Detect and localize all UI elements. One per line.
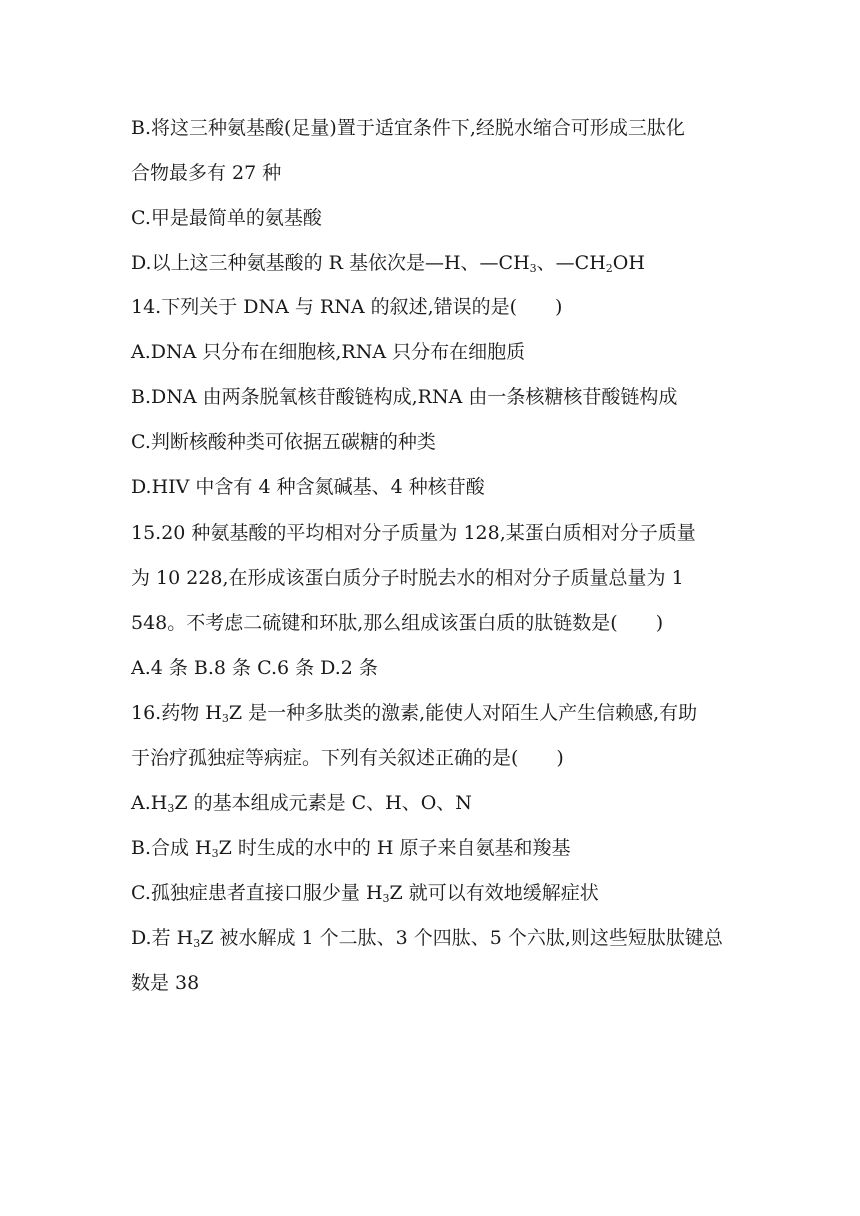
q13-option-b-line-2: 合物最多有 27 种 [131,162,282,184]
q15-stem-line-1: 15.20 种氨基酸的平均相对分子质量为 128,某蛋白质相对分子质量 [131,522,696,544]
q14-option-a: A.DNA 只分布在细胞核,RNA 只分布在细胞质 [131,341,526,363]
q14-option-c: C.判断核酸种类可依据五碳糖的种类 [131,431,436,453]
q13-option-b-line-1: B.将这三种氨基酸(足量)置于适宜条件下,经脱水缩合可形成三肽化 [131,117,685,139]
q16-option-b: B.合成 $H_3Z$ 时生成的水中的 H 原子来自氨基和羧基 [131,837,571,860]
q15-options: A.4 条 B.8 条 C.6 条 D.2 条 [131,657,378,679]
q16-stem-line-2: 于治疗孤独症等病症。下列有关叙述正确的是( ) [131,747,564,769]
q14-option-d: D.HIV 中含有 4 种含氮碱基、4 种核苷酸 [131,476,485,498]
q14-option-b: B.DNA 由两条脱氧核苷酸链构成,RNA 由一条核糖核苷酸链构成 [131,386,678,408]
q13-option-c: C.甲是最简单的氨基酸 [131,207,322,229]
q15-stem-line-3: 548。不考虑二硫键和环肽,那么组成该蛋白质的肽链数是( ) [131,612,664,634]
q16-option-c: C.孤独症患者直接口服少量 $H_3Z$ 就可以有效地缓解症状 [131,882,599,905]
q13-option-d: D.以上这三种氨基酸的 R 基依次是—H、$—CH_3$、$—CH_2OH$ [131,252,645,275]
q16-option-d-line-1: D.若 $H_3Z$ 被水解成 1 个二肽、3 个四肽、5 个六肽,则这些短肽肽键总 [131,927,723,950]
q16-option-d-line-2: 数是 38 [131,972,200,994]
q14-stem: 14.下列关于 DNA 与 RNA 的叙述,错误的是( ) [131,296,563,318]
q16-stem-line-1: 16.药物 $H_3Z$ 是一种多肽类的激素,能使人对陌生人产生信赖感,有助 [131,702,698,725]
q16-option-a: $A.H_3Z$ 的基本组成元素是 C、H、O、N [131,792,472,815]
q15-stem-line-2: 为 10 228,在形成该蛋白质分子时脱去水的相对分子质量总量为 1 [131,567,684,589]
